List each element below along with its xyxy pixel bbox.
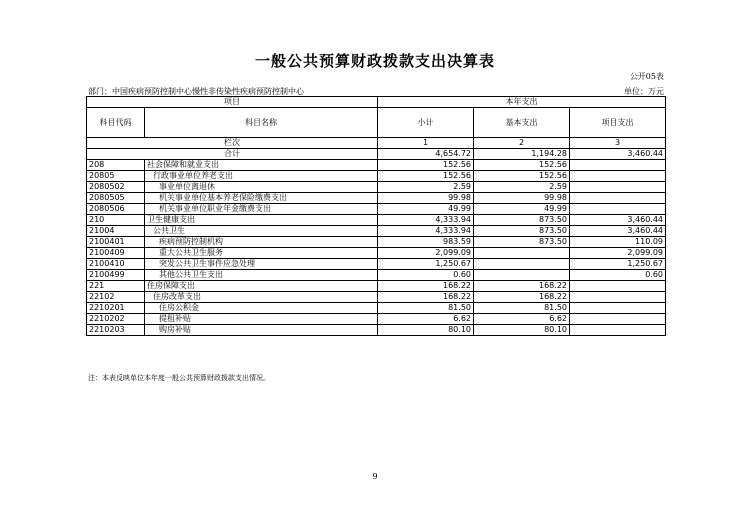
row-subtotal: 1,250.67 bbox=[378, 259, 474, 270]
header-code: 科目代码 bbox=[87, 108, 145, 138]
row-project bbox=[570, 204, 666, 215]
total-subtotal: 4,654.72 bbox=[378, 149, 474, 160]
total-row bbox=[87, 149, 666, 160]
table-row bbox=[87, 281, 666, 292]
page-title: 一般公共预算财政拨款支出决算表 bbox=[254, 52, 495, 70]
row-name: 机关事业单位基本养老保险缴费支出 bbox=[145, 193, 378, 204]
department-label: 部门：中国疾病预防控制中心慢性非传染性疾病预防控制中心 bbox=[88, 87, 304, 96]
row-code: 221 bbox=[87, 281, 145, 292]
row-basic: 152.56 bbox=[474, 171, 570, 182]
total-basic: 1,194.28 bbox=[474, 149, 570, 160]
table-row bbox=[87, 204, 666, 215]
total-project: 3,460.44 bbox=[570, 149, 666, 160]
row-code: 2210202 bbox=[87, 314, 145, 325]
row-code: 20805 bbox=[87, 171, 145, 182]
col-index-3: 3 bbox=[570, 138, 666, 149]
page-number: 9 bbox=[372, 472, 378, 481]
row-project bbox=[570, 171, 666, 182]
form-number: 公开05表 bbox=[629, 72, 664, 81]
unit-label: 单位：万元 bbox=[624, 87, 664, 96]
table-row bbox=[87, 314, 666, 325]
row-name: 事业单位离退休 bbox=[145, 182, 378, 193]
row-project bbox=[570, 193, 666, 204]
row-subtotal: 983.59 bbox=[378, 237, 474, 248]
row-basic: 168.22 bbox=[474, 281, 570, 292]
row-subtotal: 0.60 bbox=[378, 270, 474, 281]
row-code: 2100401 bbox=[87, 237, 145, 248]
header-basic: 基本支出 bbox=[474, 108, 570, 138]
table-row bbox=[87, 171, 666, 182]
row-subtotal: 4,333.94 bbox=[378, 226, 474, 237]
row-basic: 49.99 bbox=[474, 204, 570, 215]
total-label: 合计 bbox=[87, 149, 378, 160]
row-project bbox=[570, 314, 666, 325]
table-row bbox=[87, 259, 666, 270]
header-project: 项目支出 bbox=[570, 108, 666, 138]
table-row bbox=[87, 270, 666, 281]
row-code: 2210203 bbox=[87, 325, 145, 336]
row-name: 重大公共卫生服务 bbox=[145, 248, 378, 259]
row-name: 提租补贴 bbox=[145, 314, 378, 325]
row-basic bbox=[474, 259, 570, 270]
table-row bbox=[87, 215, 666, 226]
row-subtotal: 80.10 bbox=[378, 325, 474, 336]
table-row bbox=[87, 193, 666, 204]
row-project: 3,460.44 bbox=[570, 226, 666, 237]
row-subtotal: 152.56 bbox=[378, 160, 474, 171]
row-subtotal: 2,099.09 bbox=[378, 248, 474, 259]
table-row bbox=[87, 237, 666, 248]
row-basic: 81.50 bbox=[474, 303, 570, 314]
row-basic: 873.50 bbox=[474, 215, 570, 226]
row-code: 2100409 bbox=[87, 248, 145, 259]
row-name: 住房保障支出 bbox=[145, 281, 378, 292]
row-label: 栏次 bbox=[87, 138, 378, 149]
table-row bbox=[87, 303, 666, 314]
row-name: 公共卫生 bbox=[145, 226, 378, 237]
row-project bbox=[570, 325, 666, 336]
row-name: 行政事业单位养老支出 bbox=[145, 171, 378, 182]
row-code: 2080506 bbox=[87, 204, 145, 215]
table-note: 注：本表反映单位本年度一般公共预算财政拨款支出情况。 bbox=[88, 374, 270, 382]
row-basic: 99.98 bbox=[474, 193, 570, 204]
row-code: 210 bbox=[87, 215, 145, 226]
expenditure-table bbox=[86, 96, 666, 336]
row-basic: 168.22 bbox=[474, 292, 570, 303]
header-item: 项目 bbox=[87, 97, 378, 108]
row-name: 其他公共卫生支出 bbox=[145, 270, 378, 281]
row-subtotal: 99.98 bbox=[378, 193, 474, 204]
row-name: 住房公积金 bbox=[145, 303, 378, 314]
row-subtotal: 49.99 bbox=[378, 204, 474, 215]
row-project bbox=[570, 182, 666, 193]
table-row bbox=[87, 226, 666, 237]
row-name: 突发公共卫生事件应急处理 bbox=[145, 259, 378, 270]
row-code: 208 bbox=[87, 160, 145, 171]
row-project: 3,460.44 bbox=[570, 215, 666, 226]
row-name: 卫生健康支出 bbox=[145, 215, 378, 226]
row-project bbox=[570, 160, 666, 171]
row-subtotal: 6.62 bbox=[378, 314, 474, 325]
row-project bbox=[570, 281, 666, 292]
table-row bbox=[87, 182, 666, 193]
row-code: 2080505 bbox=[87, 193, 145, 204]
header-current-year: 本年支出 bbox=[378, 97, 666, 108]
row-basic bbox=[474, 248, 570, 259]
table-row bbox=[87, 248, 666, 259]
row-project bbox=[570, 292, 666, 303]
header-name: 科目名称 bbox=[145, 108, 378, 138]
col-index-1: 1 bbox=[378, 138, 474, 149]
table-row bbox=[87, 160, 666, 171]
row-project: 110.09 bbox=[570, 237, 666, 248]
row-name: 社会保障和就业支出 bbox=[145, 160, 378, 171]
row-project bbox=[570, 303, 666, 314]
header-row-1 bbox=[87, 97, 666, 108]
row-basic: 2.59 bbox=[474, 182, 570, 193]
row-code: 2100410 bbox=[87, 259, 145, 270]
row-code: 21004 bbox=[87, 226, 145, 237]
row-basic: 80.10 bbox=[474, 325, 570, 336]
row-subtotal: 168.22 bbox=[378, 292, 474, 303]
row-code: 2210201 bbox=[87, 303, 145, 314]
row-subtotal: 152.56 bbox=[378, 171, 474, 182]
row-name: 疾病预防控制机构 bbox=[145, 237, 378, 248]
row-basic: 873.50 bbox=[474, 226, 570, 237]
row-project: 2,099.09 bbox=[570, 248, 666, 259]
row-project: 0.60 bbox=[570, 270, 666, 281]
row-name: 购房补贴 bbox=[145, 325, 378, 336]
table-row bbox=[87, 325, 666, 336]
header-row-2 bbox=[87, 108, 666, 138]
row-project: 1,250.67 bbox=[570, 259, 666, 270]
row-basic: 873.50 bbox=[474, 237, 570, 248]
row-code: 2100499 bbox=[87, 270, 145, 281]
row-code: 2080502 bbox=[87, 182, 145, 193]
row-subtotal: 4,333.94 bbox=[378, 215, 474, 226]
col-index-2: 2 bbox=[474, 138, 570, 149]
row-basic: 6.62 bbox=[474, 314, 570, 325]
row-basic: 152.56 bbox=[474, 160, 570, 171]
row-name: 住房改革支出 bbox=[145, 292, 378, 303]
row-name: 机关事业单位职业年金缴费支出 bbox=[145, 204, 378, 215]
row-subtotal: 168.22 bbox=[378, 281, 474, 292]
column-index-row bbox=[87, 138, 666, 149]
table-row bbox=[87, 292, 666, 303]
row-basic bbox=[474, 270, 570, 281]
row-code: 22102 bbox=[87, 292, 145, 303]
row-subtotal: 81.50 bbox=[378, 303, 474, 314]
header-subtotal: 小计 bbox=[378, 108, 474, 138]
row-subtotal: 2.59 bbox=[378, 182, 474, 193]
